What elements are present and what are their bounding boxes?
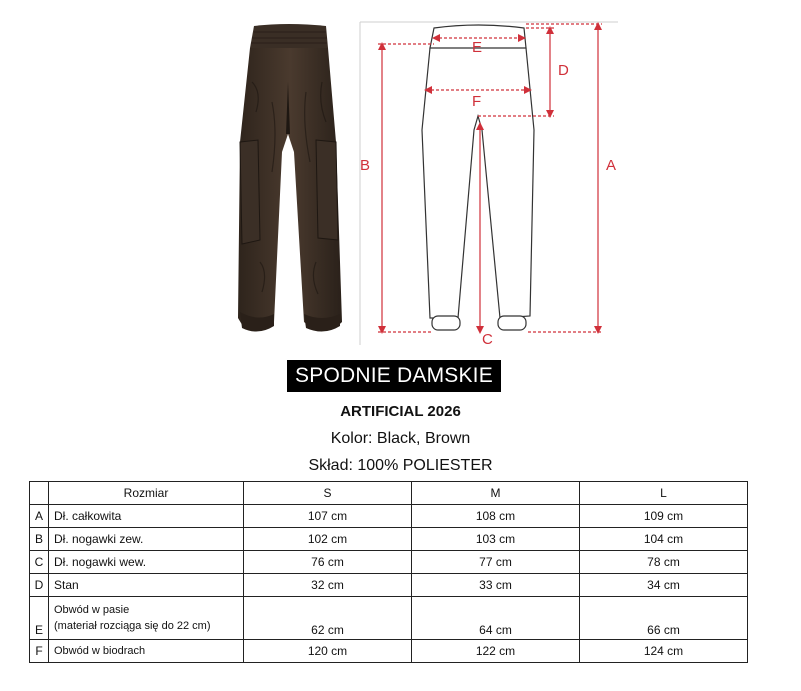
header-size-l: L	[580, 482, 748, 505]
table-row	[30, 528, 748, 551]
row-label: Dł. nogawki wew.	[49, 551, 244, 574]
header-code-cell	[30, 482, 49, 505]
row-label	[49, 597, 244, 640]
collection-name: ARTIFICIAL 2026	[340, 403, 461, 420]
label-a: A	[606, 157, 617, 174]
label-b: B	[360, 157, 371, 174]
row-value-s: 120 cm	[244, 640, 412, 663]
table-row	[30, 505, 748, 528]
row-code: E	[30, 597, 49, 640]
measurement-diagram	[358, 20, 620, 345]
row-label: Obwód w biodrach	[49, 640, 244, 663]
header-size-m: M	[412, 482, 580, 505]
label-f: F	[472, 93, 482, 110]
row-value-l: 104 cm	[580, 528, 748, 551]
row-label-note: (materiał rozciąga się do 22 cm)	[54, 620, 211, 632]
row-code: F	[30, 640, 49, 663]
row-value-s: 62 cm	[244, 597, 412, 640]
table-row	[30, 574, 748, 597]
header-size-label: Rozmiar	[49, 482, 244, 505]
label-e: E	[472, 39, 483, 56]
row-value-s: 107 cm	[244, 505, 412, 528]
label-c: C	[482, 331, 493, 345]
row-label: Stan	[49, 574, 244, 597]
table-row	[30, 551, 748, 574]
fabric-line: Skład: 100% POLIESTER	[308, 457, 493, 474]
product-title: SPODNIE DAMSKIE	[287, 360, 501, 392]
row-value-m: 103 cm	[412, 528, 580, 551]
row-code: B	[30, 528, 49, 551]
table-header-row	[30, 482, 748, 505]
row-value-m: 108 cm	[412, 505, 580, 528]
color-line: Kolor: Black, Brown	[330, 430, 471, 447]
table-row	[30, 640, 748, 663]
size-table	[29, 481, 748, 663]
row-value-l: 34 cm	[580, 574, 748, 597]
row-value-s: 32 cm	[244, 574, 412, 597]
row-value-l: 78 cm	[580, 551, 748, 574]
row-value-l: 109 cm	[580, 505, 748, 528]
product-photo	[232, 22, 344, 342]
row-code: C	[30, 551, 49, 574]
row-code: D	[30, 574, 49, 597]
row-value-m: 33 cm	[412, 574, 580, 597]
row-value-l: 124 cm	[580, 640, 748, 663]
label-d: D	[558, 62, 569, 79]
row-label: Dł. nogawki zew.	[49, 528, 244, 551]
row-label-main: Obwód w pasie	[54, 604, 130, 616]
row-value-m: 77 cm	[412, 551, 580, 574]
row-value-s: 102 cm	[244, 528, 412, 551]
header-size-s: S	[244, 482, 412, 505]
row-label: Dł. całkowita	[49, 505, 244, 528]
row-value-m: 64 cm	[412, 597, 580, 640]
row-value-m: 122 cm	[412, 640, 580, 663]
row-value-l: 66 cm	[580, 597, 748, 640]
row-code: A	[30, 505, 49, 528]
table-row	[30, 597, 748, 640]
row-value-s: 76 cm	[244, 551, 412, 574]
